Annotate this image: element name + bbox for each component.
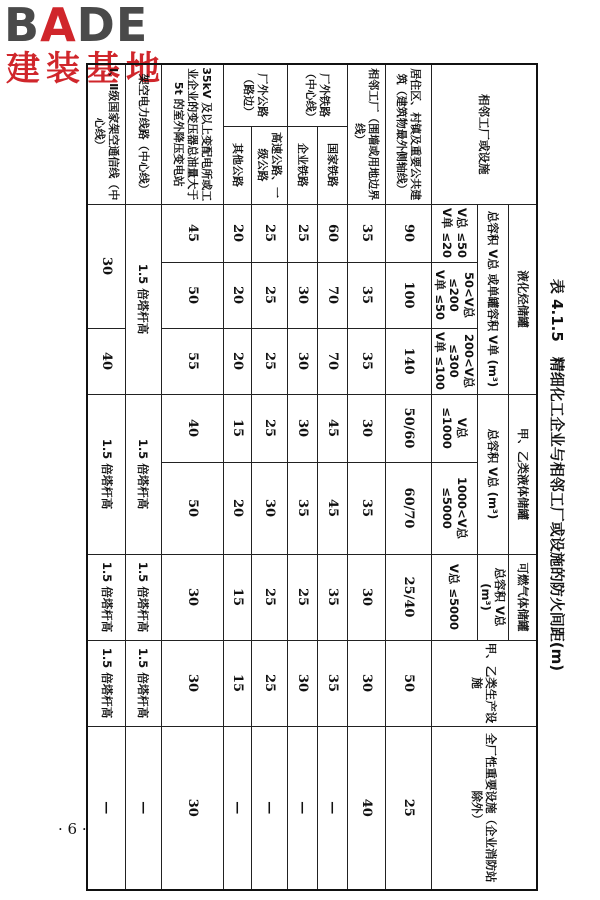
header-lq-col3-single: V单 ≤100 xyxy=(433,331,447,391)
logo-wordmark xyxy=(4,0,149,52)
logo-letters-start: B xyxy=(4,0,41,52)
table-cell: 40 xyxy=(87,328,125,394)
header-gas-tanks: 可燃气体储罐 xyxy=(509,554,537,640)
table-cell: 1.5 倍塔杆高 xyxy=(87,640,125,726)
table-cell: 15 xyxy=(223,554,251,640)
table-cell: 30 xyxy=(251,462,287,554)
table-cell: 50/60 xyxy=(385,394,431,462)
table-cell: 50 xyxy=(161,262,223,328)
header-lq-col2-total: 50<V总 ≤200 xyxy=(447,271,476,319)
header-gas-volume: 总容积 V总 (m³) xyxy=(477,554,509,640)
table-cell: 25 xyxy=(251,640,287,726)
table-cell: 35 xyxy=(347,204,385,262)
table-cell: 15 xyxy=(223,394,251,462)
table-cell: 1.5 倍塔杆高 xyxy=(87,394,125,554)
table-row xyxy=(223,64,251,890)
table-cell: 25 xyxy=(287,554,317,640)
header-plant-facilities: 全厂性重要设施（企业消防站除外） xyxy=(431,726,537,890)
table-cell: 25/40 xyxy=(385,554,431,640)
table-cell: 70 xyxy=(317,262,347,328)
header-lq-col3 xyxy=(431,328,477,394)
table-cell: 30 xyxy=(287,262,317,328)
header-lq-col1-single: V单 ≤20 xyxy=(440,207,455,259)
table-cell: 45 xyxy=(161,204,223,262)
table-cell: 55 xyxy=(161,328,223,394)
header-ab-liquid-tanks: 甲、乙类液体储罐 xyxy=(509,394,537,554)
table-cell: 1.5 倍塔杆高 xyxy=(87,554,125,640)
header-ab-col1: V总 ≤1000 xyxy=(431,394,477,462)
row-label-adjacent-plant: 相邻工厂（围墙或用地边界线） xyxy=(347,64,385,204)
header-ab-volume: 总容积 V总 (m³) xyxy=(477,394,509,554)
header-liquefied-volume: 总容积 V总 或单罐容积 V单 (m³) xyxy=(477,204,509,394)
table-row xyxy=(317,64,347,890)
table-cell: 90 xyxy=(385,204,431,262)
table-row xyxy=(251,64,287,890)
table-cell: 25 xyxy=(251,204,287,262)
header-lq-col2-single: V单 ≤50 xyxy=(433,269,447,321)
row-label-enterprise-rail: 企业铁路 xyxy=(287,126,317,204)
table-cell: 45 xyxy=(317,462,347,554)
header-ab-col2: 1000<V总 ≤5000 xyxy=(431,462,477,554)
table-cell: 30 xyxy=(161,554,223,640)
table-cell: 25 xyxy=(251,262,287,328)
table-cell: 30 xyxy=(287,394,317,462)
row-label-power-line: 架空电力线路（中心线） xyxy=(125,64,161,204)
row-label-other-road: 其他公路 xyxy=(223,126,251,204)
table-cell: 40 xyxy=(347,726,385,890)
header-adjacent-facility: 相邻工厂或设施 xyxy=(431,64,537,204)
page-number: · 6 · xyxy=(58,820,87,838)
row-group-rail: 厂外铁路（中心线） xyxy=(287,64,347,126)
logo-letters-end: DE xyxy=(76,0,149,52)
header-lq-col1-total: V总 ≤50 xyxy=(454,207,469,259)
table-cell: 40 xyxy=(161,394,223,462)
table-cell: 35 xyxy=(347,462,385,554)
table-cell: — xyxy=(317,726,347,890)
table-row xyxy=(385,64,431,890)
table-cell: 30 xyxy=(347,640,385,726)
table-cell: 25 xyxy=(287,204,317,262)
table-cell: 1.5 倍塔杆高 xyxy=(125,394,161,554)
table-cell: 35 xyxy=(347,328,385,394)
table-cell: 25 xyxy=(251,554,287,640)
table-cell: 60 xyxy=(317,204,347,262)
table-cell: 15 xyxy=(223,640,251,726)
table-cell: 30 xyxy=(161,726,223,890)
fire-distance-table xyxy=(86,63,538,891)
table-cell: 30 xyxy=(287,328,317,394)
header-liquefied-tanks: 液化烃储罐 xyxy=(509,204,537,394)
table-cell: 30 xyxy=(161,640,223,726)
table-cell: 1.5 倍塔杆高 xyxy=(125,640,161,726)
table-cell: 20 xyxy=(223,262,251,328)
table-row xyxy=(161,64,223,890)
table-cell: 35 xyxy=(287,462,317,554)
table-cell: 1.5 倍塔杆高 xyxy=(125,204,161,394)
table-cell: 35 xyxy=(317,554,347,640)
table-cell: 35 xyxy=(317,640,347,726)
table-cell: 20 xyxy=(223,462,251,554)
table-cell: 100 xyxy=(385,262,431,328)
logo-chinese-name: 建装基地 xyxy=(6,49,166,89)
table-cell: 50 xyxy=(385,640,431,726)
logo-accent-letter: A xyxy=(40,0,77,52)
table-cell: 25 xyxy=(251,394,287,462)
table-cell: 140 xyxy=(385,328,431,394)
table-cell: 35 xyxy=(347,262,385,328)
table-row xyxy=(347,64,385,890)
header-lq-col2 xyxy=(431,262,477,328)
table-cell: — xyxy=(287,726,317,890)
row-label-expressway: 高速公路、一级公路 xyxy=(251,126,287,204)
table-cell: 45 xyxy=(317,394,347,462)
row-label-national-rail: 国家铁路 xyxy=(317,126,347,204)
table-cell: 1.5 倍塔杆高 xyxy=(125,554,161,640)
table-cell: 60/70 xyxy=(385,462,431,554)
table-row xyxy=(287,64,317,890)
table-cell: 25 xyxy=(385,726,431,890)
table-cell: 70 xyxy=(317,328,347,394)
table-cell: — xyxy=(223,726,251,890)
table-cell: — xyxy=(87,726,125,890)
header-lq-col1 xyxy=(431,204,477,262)
header-lq-col3-total: 200<V总 ≤300 xyxy=(447,333,476,389)
table-cell: 20 xyxy=(223,204,251,262)
row-label-comm-line: Ⅰ、Ⅱ级国家架空通信线（中心线） xyxy=(87,64,125,204)
table-cell: 20 xyxy=(223,328,251,394)
table-caption: 表 4.1.5 精细化工企业与相邻工厂或设施的防火间距(m) xyxy=(548,278,566,672)
row-group-road: 厂外公路（路边） xyxy=(223,64,287,126)
header-gas-col1: V总 ≤5000 xyxy=(431,554,477,640)
row-label-substation: 35kV 及以上变配电所或工业企业的变压器总油量大于 5t 的室外降压变电站 xyxy=(161,64,223,204)
row-label-residential: 居住区、村镇及重要公共建筑（建筑物最外侧轴线） xyxy=(385,64,431,204)
table-cell: 30 xyxy=(347,554,385,640)
table-cell: 30 xyxy=(87,204,125,328)
header-row-1 xyxy=(509,64,537,890)
table-row xyxy=(87,64,125,890)
header-ab-production: 甲、乙类生产设施 xyxy=(431,640,537,726)
table-cell: — xyxy=(251,726,287,890)
table-cell: 30 xyxy=(347,394,385,462)
table-cell: 25 xyxy=(251,328,287,394)
table-row xyxy=(125,64,161,890)
rotated-page-content xyxy=(90,55,570,895)
table-cell: 30 xyxy=(287,640,317,726)
table-cell: — xyxy=(125,726,161,890)
table-cell: 50 xyxy=(161,462,223,554)
